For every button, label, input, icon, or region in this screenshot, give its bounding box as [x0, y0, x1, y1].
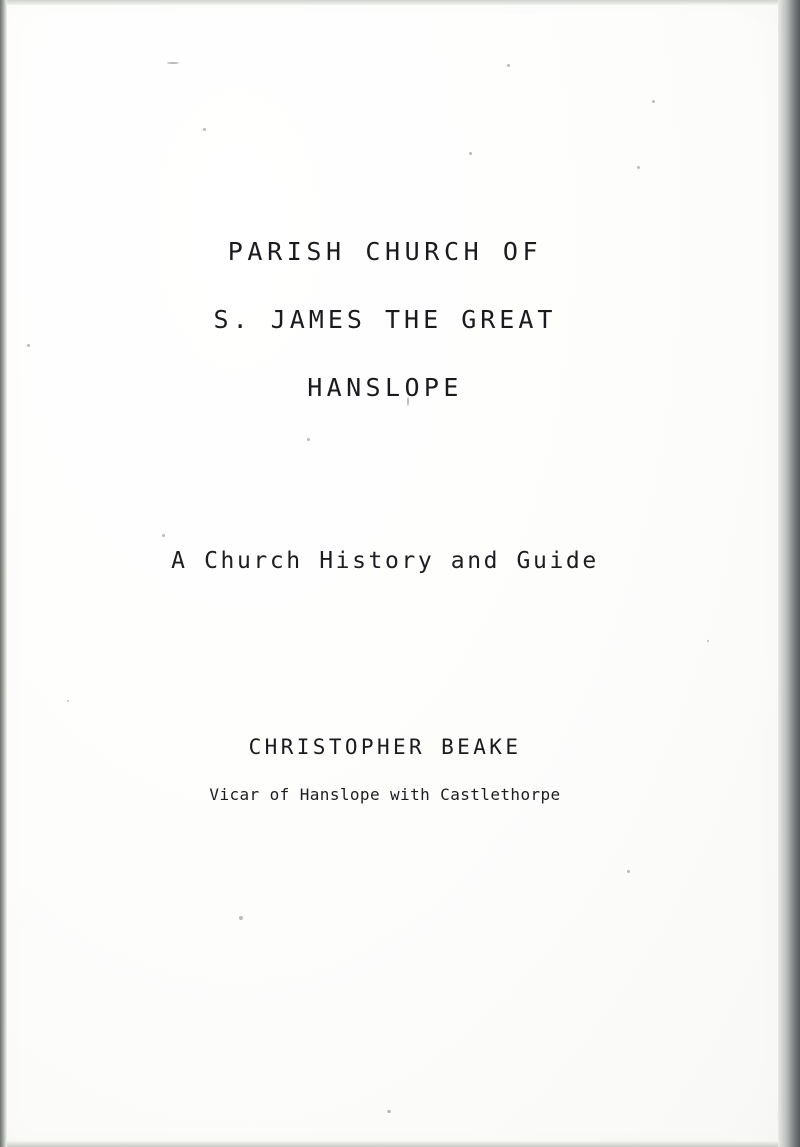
showthrough-line-3 [362, 1061, 672, 1082]
title-line-1: PARISH CHURCH OF [227, 237, 543, 266]
scan-speck [637, 166, 640, 169]
title-line-2: S. JAMES THE GREAT [213, 305, 557, 334]
scan-speck [162, 534, 165, 537]
scan-speck [507, 64, 510, 67]
scan-speck [627, 870, 630, 873]
scan-speck [407, 397, 409, 406]
scan-speck [27, 344, 30, 347]
scan-speck [707, 640, 709, 642]
cover-content [7, 0, 763, 1147]
scan-speck [203, 128, 206, 131]
scan-speck [167, 62, 179, 64]
scan-edge-left [0, 0, 7, 1147]
scan-speck [387, 1110, 391, 1113]
author-name: CHRISTOPHER BEAKE [248, 735, 522, 759]
showthrough-line-1 [362, 935, 672, 956]
scan-speck [652, 100, 655, 103]
scan-speck [469, 152, 472, 155]
subtitle: A Church History and Guide [171, 548, 599, 574]
showthrough-line-2 [362, 998, 672, 1019]
reverse-side-showthrough [362, 893, 672, 1124]
scan-speck [307, 438, 310, 441]
author-role: Vicar of Hanslope with Castlethorpe [209, 785, 561, 804]
scan-speck [239, 916, 243, 920]
title-line-3: HANSLOPE [307, 373, 463, 402]
scan-edge-right [778, 0, 800, 1147]
scan-speck [67, 700, 69, 702]
title-block [7, 218, 763, 422]
